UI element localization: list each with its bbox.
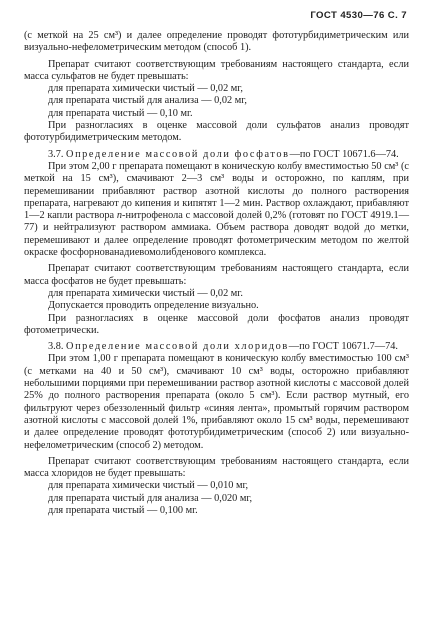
- procedure-text-part: При этом 2,00 г препарата помещают в коническую колбу вместимостью 50 см³ (с меткой на 15 см³), смачивают 2—3 см³ воды и осторожно, по каплям, при перемешивании прибавляют раствор азотной кислоты до полного растворения препарата, нагревают до кипения и кипятят 1—2 мин. Раствор охлаждают, прибавляют 1—2 капли раствора: [24, 160, 409, 222]
- section-title: Определение массовой доли фосфатов: [66, 148, 290, 160]
- section-number: 3.8.: [48, 341, 64, 353]
- list-item-chlorides-analysis-pure: для препарата чистый для анализа — 0,020 мг,: [48, 492, 253, 504]
- paragraph-phosphates-procedure: [24, 161, 409, 259]
- list-item-sulfates-pure: для препарата чистый — 0,10 мг.: [48, 107, 193, 119]
- list-item-chlorides-pure: для препарата чистый — 0,100 мг.: [48, 504, 198, 516]
- paragraph-phosphates-requirement: Препарат считают соответствующим требованиям настоящего стандарта, если масса фосфатов не будет превышать:: [24, 263, 409, 287]
- section-title-reference: —по ГОСТ 10671.6—74.: [289, 148, 399, 160]
- paragraph-visual-allowed: Допускается проводить определение визуально.: [48, 300, 259, 312]
- list-item-sulfates-chem-pure: для препарата химически чистый — 0,02 мг,: [48, 83, 243, 95]
- procedure-italic-prefix: п: [116, 210, 123, 222]
- paragraph-chlorides-procedure: При этом 1,00 г препарата помещают в коническую колбу вместимостью 100 см³ (с метками на 40 и 50 см³), смачивают 10 см³ воды, осторожно прибавляют небольшими порциями при перемешивании раствор азотной кислоты с массовой долей 25% до полного растворения препарата (около 5 см³). Если раствор мутный, его фильтруют через обеззоленный фильтр «синяя лента», промытый горячим раствором азотной кислоты с массовой долей 1%, прибавляют около 15 см³ воды, перемешивают и далее определение проводят фототурбидиметрическим (способ 2) или визуально-нефелометрическим (способ 2) методом.: [24, 353, 409, 451]
- section-heading-3-8: [24, 341, 409, 353]
- section-number: 3.7.: [48, 148, 64, 160]
- list-item-chlorides-chem-pure: для препарата химически чистый — 0,010 мг,: [48, 480, 249, 492]
- section-title: Определение массовой доли хлоридов: [66, 341, 289, 353]
- list-item-sulfates-analysis-pure: для препарата чистый для анализа — 0,02 мг,: [48, 95, 247, 107]
- running-head: ГОСТ 4530—76 С. 7: [310, 10, 407, 21]
- section-heading-3-7: [24, 149, 409, 161]
- paragraph-phosphates-disagreement: При разногласиях в оценке массовой доли фосфатов анализ проводят фотометрически.: [24, 312, 409, 336]
- paragraph-sulfates-requirement: Препарат считают соответствующим требованиям настоящего стандарта, если масса сульфатов не будет превышать:: [24, 58, 409, 82]
- section-title-reference: —по ГОСТ 10671.7—74.: [288, 341, 398, 353]
- procedure-text-part: -нитрофенола с массовой долей 0,2% (готовят по ГОСТ 4919.1—77) и нейтрализуют раствором аммиака. Объем раствора доводят водой до метки, перемешивают и далее определение проводят фотометрическим методом по желтой окраске фосфорнованадиевомолибденового комплекса.: [24, 210, 409, 259]
- list-item-phosphates-chem-pure: для препарата химически чистый — 0,02 мг.: [48, 287, 243, 299]
- paragraph-continuation: (с меткой на 25 см³) и далее определение проводят фототурбидиметрическим или визуально-нефелометрическим методом (способ 1).: [24, 30, 409, 54]
- paragraph-sulfates-disagreement: При разногласиях в оценке массовой доли сульфатов анализ проводят фототурбидиметрическим методом.: [24, 120, 409, 144]
- paragraph-chlorides-requirement: Препарат считают соответствующим требованиям настоящего стандарта, если масса хлоридов не будет превышать:: [24, 455, 409, 480]
